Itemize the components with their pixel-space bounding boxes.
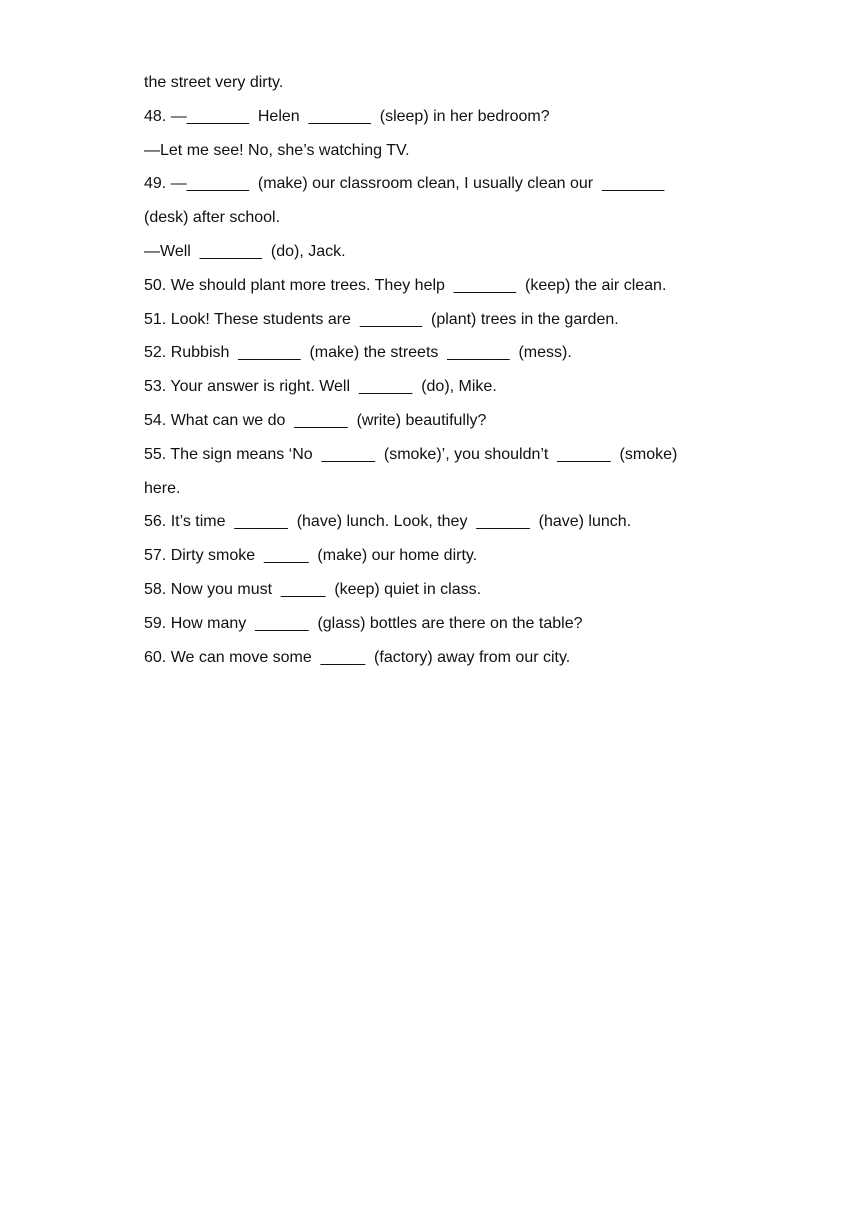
question-53: 53. Your answer is right. Well ______ (do), Mike. xyxy=(144,378,497,396)
question-55-continuation: here. xyxy=(144,479,181,497)
question-54: 54. What can we do ______ (write) beautifully? xyxy=(144,411,487,429)
question-58: 58. Now you must _____ (keep) quiet in class. xyxy=(144,580,482,598)
question-51: 51. Look! These students are _______ (plant) trees in the garden. xyxy=(144,310,619,328)
question-56: 56. It’s time ______ (have) lunch. Look, they ______ (have) lunch. xyxy=(144,513,632,531)
text-line-continuation: the street very dirty. xyxy=(144,74,284,91)
question-49: 49. —_______ (make) our classroom clean, I usually clean our _______ xyxy=(144,175,665,193)
question-59: 59. How many ______ (glass) bottles are there on the table? xyxy=(144,614,583,632)
question-49-continuation: (desk) after school. xyxy=(144,209,281,227)
answer-49: —Well _______ (do), Jack. xyxy=(144,242,346,260)
answer-48: —Let me see! No, she’s watching TV. xyxy=(144,141,410,159)
question-60: 60. We can move some _____ (factory) away from our city. xyxy=(144,648,571,666)
exercise-list xyxy=(144,66,744,674)
question-48: 48. —_______ Helen _______ (sleep) in her bedroom? xyxy=(144,107,550,125)
question-52: 52. Rubbish _______ (make) the streets _______ (mess). xyxy=(144,344,572,362)
question-50: 50. We should plant more trees. They help _______ (keep) the air clean. xyxy=(144,276,667,294)
question-55: 55. The sign means ‘No ______ (smoke)’, you shouldn’t ______ (smoke) xyxy=(144,445,678,463)
question-57: 57. Dirty smoke _____ (make) our home dirty. xyxy=(144,547,478,565)
